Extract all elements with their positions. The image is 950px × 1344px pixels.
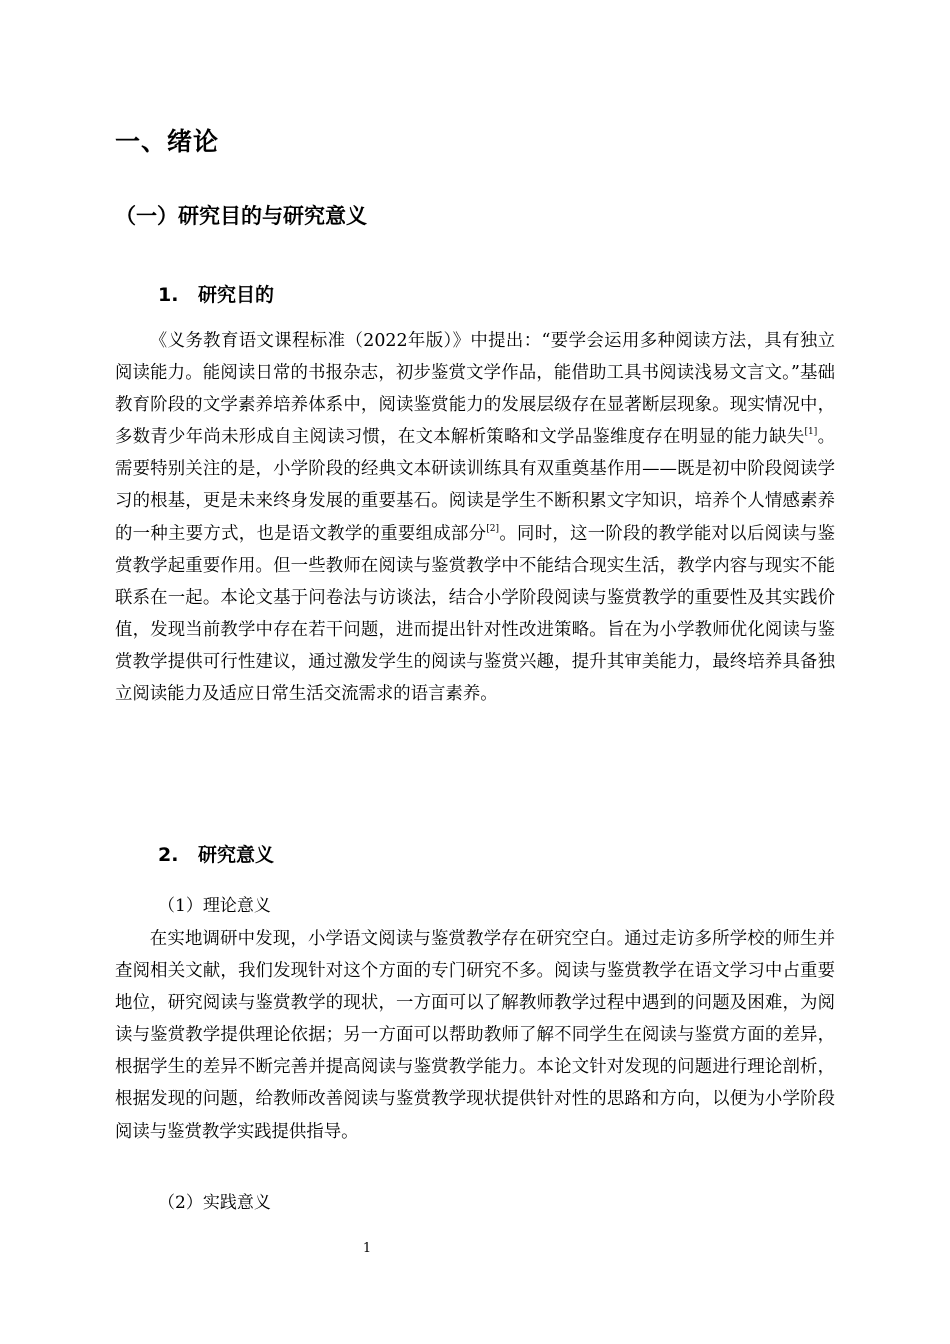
chapter-heading: 一、绪论 xyxy=(115,127,220,156)
paragraph-text: 。同时，这一阶段的教学能对以后阅读与鉴赏教学起重要作用。但一些教师在阅读与鉴赏教学中不能结合现实生活，教学内容与现实不能联系在一起。本论文基于问卷法与访谈法，结合小学阶段阅读与鉴赏教学的重要性及其实践价值，发现当前教学中存在若干问题，进而提出针对性改进策略。旨在为小学教师优化阅读与鉴赏教学提供可行性建议，通过激发学生的阅读与鉴赏兴趣，提升其审美能力，最终培养具备独立阅读能力及适应日常生活交流需求的语言素养。 xyxy=(115,523,835,705)
citation-ref: [1] xyxy=(804,427,818,438)
sub-item-practice: （2）实践意义 xyxy=(158,1193,271,1213)
subsection-heading-purpose xyxy=(158,280,274,307)
section-heading: （一）研究目的与研究意义 xyxy=(115,204,367,228)
subsection-number: 2. xyxy=(158,844,179,866)
paragraph-text: 。需要特别关注的是，小学阶段的经典文本研读训练具有双重奠基作用——既是初中阶段阅读学习的根基，更是未来终身发展的重要基石。阅读是学生不断积累文字知识，培养个人情感素养的一种主要方式，也是语文教学的重要组成部分 xyxy=(115,427,835,544)
sub-item-theory: （1）理论意义 xyxy=(158,896,271,916)
paragraph-theory: 在实地调研中发现，小学语文阅读与鉴赏教学存在研究空白。通过走访多所学校的师生并查阅相关文献，我们发现针对这个方面的专门研究不多。阅读与鉴赏教学在语文学习中占重要地位，研究阅读与鉴赏教学的现状，一方面可以了解教师教学过程中遇到的问题及困难，为阅读与鉴赏教学提供理论依据；另一方面可以帮助教师了解不同学生在阅读与鉴赏方面的差异，根据学生的差异不断完善并提高阅读与鉴赏教学能力。本论文针对发现的问题进行理论剖析，根据发现的问题，给教师改善阅读与鉴赏教学现状提供针对性的思路和方向，以便为小学阶段阅读与鉴赏教学实践提供指导。 xyxy=(115,929,835,1142)
paragraph-purpose xyxy=(115,325,835,710)
subsection-title: 研究意义 xyxy=(198,844,275,866)
subsection-title: 研究目的 xyxy=(198,284,275,306)
subsection-heading-significance xyxy=(158,840,274,867)
citation-ref: [2] xyxy=(486,523,500,534)
page-number: 1 xyxy=(362,1241,372,1256)
paragraph-text: 《义务教育语文课程标准（2022年版）》中提出：“要学会运用多种阅读方法，具有独立阅读能力。能阅读日常的书报杂志，初步鉴赏文学作品，能借助工具书阅读浅易文言文。”基础教育阶段的文学素养培养体系中，阅读鉴赏能力的发展层级存在显著断层现象。现实情况中，多数青少年尚未形成自主阅读习惯，在文本解析策略和文学品鉴维度存在明显的能力缺失 xyxy=(115,331,835,448)
subsection-number: 1. xyxy=(158,284,179,306)
